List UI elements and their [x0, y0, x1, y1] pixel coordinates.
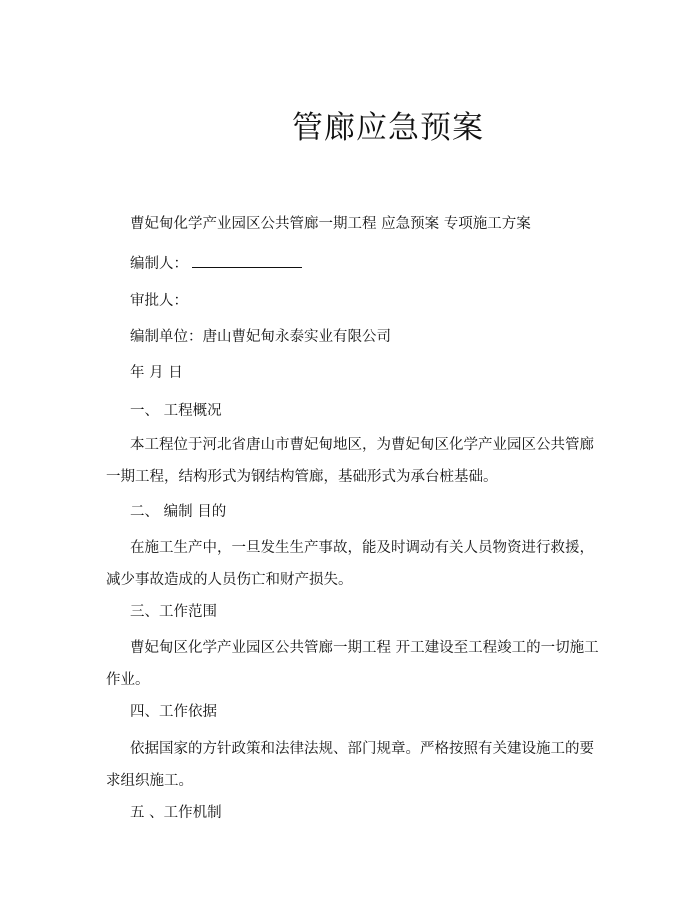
unit-label: 编制单位：唐山曹妃甸永泰实业有限公司 — [130, 329, 391, 345]
section-body-3: 曹妃甸区化学产业园区公共管廊一期工程 开工建设至工程竣工的一切施工作业。 — [106, 640, 599, 688]
section-body-2: 在施工生产中，一旦发生生产事故，能及时调动有关人员物资进行救援，减少事故造成的人员伤亡和财产损失。 — [106, 540, 594, 588]
compiler-label: 编制人： — [130, 256, 188, 272]
section-heading-3: 三、工作范围 — [130, 604, 217, 620]
approver-label: 审批人： — [130, 293, 188, 309]
document-subtitle: 曹妃甸化学产业园区公共管廊一期工程 应急预案 专项施工方案 — [130, 216, 531, 232]
document-title: 管廊应急预案 — [292, 110, 484, 146]
compiler-field — [130, 253, 302, 274]
section-body-1: 本工程位于河北省唐山市曹妃甸地区，为曹妃甸区化学产业园区公共管廊一期工程，结构形式为钢结构管廊，基础形式为承台桩基础。 — [106, 437, 594, 485]
date-label: 年 月 日 — [130, 365, 183, 381]
compiler-blank-line — [192, 253, 302, 268]
section-heading-5: 五 、工作机制 — [130, 805, 222, 821]
section-heading-2: 二、 编制 目的 — [130, 504, 227, 520]
section-heading-1: 一、 工程概况 — [130, 403, 222, 419]
section-body-4: 依据国家的方针政策和法律法规、部门规章。严格按照有关建设施工的要求组织施工。 — [106, 741, 594, 789]
section-heading-4: 四、工作依据 — [130, 704, 217, 720]
